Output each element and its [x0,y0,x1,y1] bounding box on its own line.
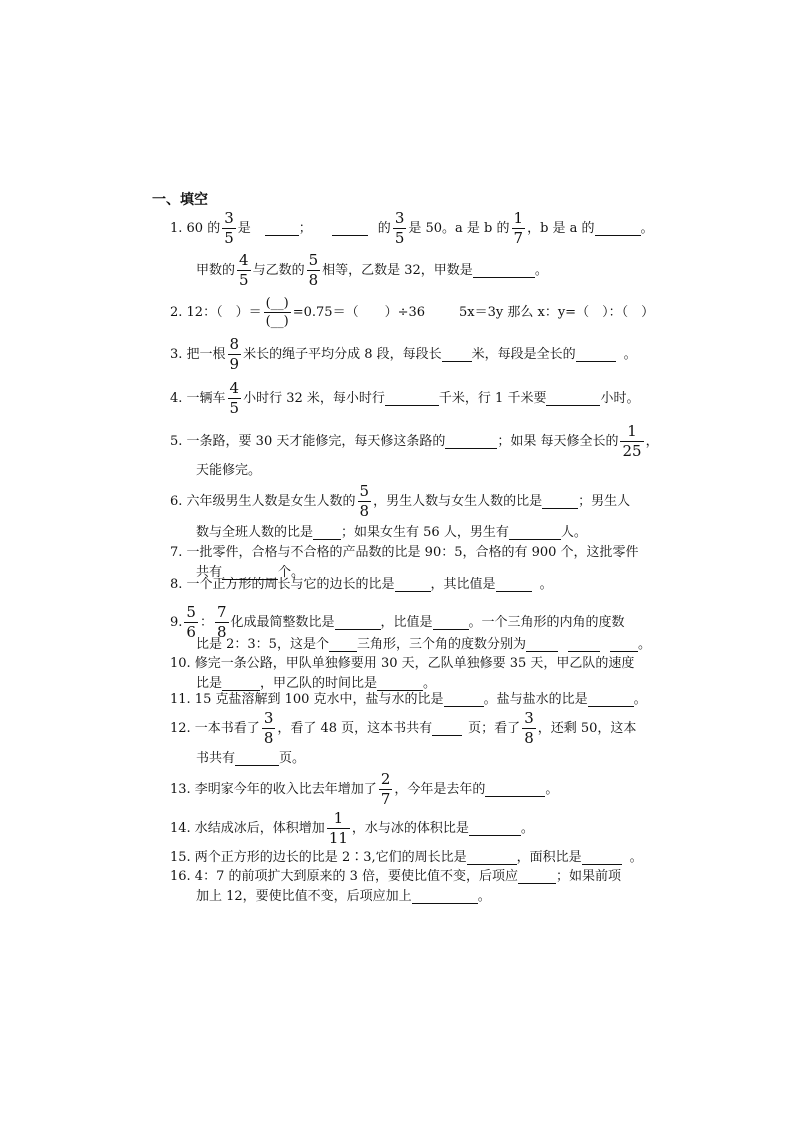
q15-text-a: 15. 两个正方形的边长的比是 2∶3,它们的周长比是 [170,849,467,865]
q1-text-d: 的 [377,220,391,236]
q4-text-b: 小时行 32 米，每小时行 [243,390,385,406]
denominator: 5 [239,270,249,289]
q2-text-c: 5x＝3y 那么 x：y=（ ）：（ ） [459,304,655,320]
question-5-part-2 [196,458,261,482]
fraction [620,421,643,460]
q1-text-f: ，b 是 a 的 [527,220,595,236]
q9b-text-c: 。 [637,636,651,652]
answer-blank[interactable] [496,577,532,592]
numerator: 3 [224,208,234,227]
denominator: 9 [229,354,240,373]
answer-blank[interactable] [469,821,521,836]
q1b-text-a: 甲数的 [196,262,236,278]
fraction [228,334,242,373]
q9-text-e: 。一个三角形的内角的度数 [468,614,625,630]
fraction [237,250,251,289]
q1-text-b: 是 [237,220,251,236]
answer-blank[interactable] [432,721,462,736]
q9b-text-b: 三角形，三个角的度数分别为 [356,636,526,652]
answer-blank[interactable] [467,850,517,865]
denominator: 6 [186,622,196,641]
q3-text-d: 。 [623,346,637,362]
question-6 [170,481,631,520]
q11-text-b: 。盐与盐水的比是 [483,691,588,707]
fraction [222,208,236,247]
answer-blank[interactable] [568,637,600,652]
numerator: 2 [380,769,391,788]
answer-blank[interactable] [442,347,472,362]
q13-text-a: 13. 李明家今年的收入比去年增加了 [170,781,377,797]
denominator: 7 [380,789,391,808]
answer-blank[interactable] [518,869,556,884]
fraction [228,378,242,417]
q7b-text-a: 共有 [196,564,223,580]
q2-text-a: 2. 12：（ ）＝ [170,304,262,320]
denominator: 7 [513,228,524,247]
fraction [379,769,393,808]
q16-text-a: 16. 4：7 的前项扩大到原来的 3 倍，要使比值不变，后项应 [170,868,519,884]
q5-text-c: ， [645,433,659,449]
numerator: 4 [229,378,240,397]
denominator: 8 [359,501,370,520]
denominator: 8 [263,728,274,747]
answer-blank[interactable] [385,391,439,406]
numerator: 5 [359,481,370,500]
q10b-text-c: 。 [423,675,437,691]
q3-text-a: 3. 把一根 [170,346,226,362]
denominator: 8 [524,728,534,747]
q12-text-a: 12. 一本书看了 [170,720,260,736]
q1-text-c: ； [298,220,312,236]
fraction [522,708,536,747]
answer-blank[interactable] [445,434,497,449]
question-5 [170,421,659,460]
numerator: 3 [263,708,274,727]
denominator: 25 [622,441,642,460]
denominator: 11 [328,828,348,847]
question-9 [170,602,625,641]
q14-text-a: 14. 水结成冰后，体积增加 [170,820,325,836]
answer-blank[interactable] [576,347,616,362]
answer-blank[interactable] [335,615,381,630]
q1b-text-c: 相等，乙数是 32，甲数是 [322,262,473,278]
question-14 [170,808,534,847]
q15-text-b: ，面积比是 [516,849,582,865]
q4-text-d: 小时。 [600,390,640,406]
answer-blank[interactable] [542,494,578,509]
q14-text-b: ，水与冰的体积比是 [351,820,469,836]
question-1-part-2 [196,250,548,289]
numerator: 3 [394,208,405,227]
q6b-text-b: ；如果女生有 56 人，男生有 [341,524,509,540]
q12-text-d: ，还剩 50，这本 [537,720,637,736]
q8-text-c: 。 [539,576,553,592]
q1-text-e: 是 50。a 是 b 的 [408,220,510,236]
numerator: 3 [524,708,534,727]
answer-blank[interactable] [485,782,545,797]
denominator: 5 [229,398,240,417]
q13-text-c: 。 [545,781,559,797]
q15-text-c: 。 [629,849,643,865]
question-16-part-2 [196,884,491,908]
q16b-text-b: 。 [477,888,491,904]
q13-text-b: ，今年是去年的 [394,781,486,797]
q9-text-b: ： [199,614,213,630]
q3-text-b: 米长的绳子平均分成 8 段，每段长 [243,346,442,362]
q11-text-a: 11. 15 克盐溶解到 100 克水中，盐与水的比是 [170,691,444,707]
q12b-text-b: 页。 [279,750,306,766]
q6-text-c: ；男生人 [578,493,631,509]
q8-text-a: 8. 一个正方形的周长与它的边长的比是 [170,576,395,592]
answer-blank[interactable] [265,221,299,236]
question-13 [170,769,559,808]
q1-text-g: 。 [640,220,654,236]
numerator: 1 [333,808,344,827]
q10b-text-a: 比是 [196,675,223,691]
fraction [358,481,372,520]
numerator: 1 [513,208,524,227]
q2-text-b: =0.75＝（ ）÷36 [292,304,426,320]
q10-text-a: 10. 修完一条公路，甲队单独修要用 30 天，乙队单独修要 35 天，甲乙队的速度 [170,655,635,671]
q1b-text-d: 。 [534,262,548,278]
q12-text-c: 页；看了 [468,720,521,736]
fraction [327,808,350,847]
q6-text-a: 6. 六年级男生人数是女生人数的 [170,493,356,509]
q7b-text-b: 个。 [278,564,305,580]
section-title [152,188,208,212]
q10b-text-b: ，甲乙队的时间比是 [260,675,378,691]
answer-blank[interactable] [412,889,478,904]
question-8 [170,572,553,596]
denominator: (__) [265,313,289,329]
answer-blank[interactable] [546,391,600,406]
denominator: 8 [308,270,319,289]
fraction [264,297,291,328]
numerator: 1 [627,421,637,440]
q16b-text-a: 加上 12，要使比值不变，后项应加上 [196,888,412,904]
q9-text-d: ，比值是 [380,614,433,630]
answer-blank[interactable] [588,692,634,707]
answer-blank[interactable] [582,850,622,865]
question-11 [170,687,647,711]
answer-blank[interactable] [526,637,558,652]
q9-text-a: 9. [170,614,183,630]
fraction [307,250,321,289]
denominator: 5 [394,228,405,247]
q12b-text-a: 书共有 [196,750,236,766]
q9-text-c: 化成最简整数比是 [230,614,335,630]
q9b-text-a: 比是 2：3：5，这是个 [196,636,329,652]
q6-text-b: ，男生人数与女生人数的比是 [373,493,543,509]
answer-blank[interactable] [433,615,469,630]
q5-text-b: ；如果 每天修全长的 [497,433,619,449]
q5-text-a: 5. 一条路，要 30 天才能修完，每天修这条路的 [170,433,446,449]
answer-blank[interactable] [235,751,279,766]
answer-blank[interactable] [329,637,357,652]
q6b-text-c: 人。 [560,524,587,540]
answer-blank[interactable] [395,577,431,592]
q12-text-b: ，看了 48 页，这本书共有 [277,720,433,736]
question-3 [170,334,637,373]
answer-blank[interactable] [313,525,341,540]
fraction [512,208,526,247]
numerator: (__) [265,295,289,311]
answer-blank[interactable] [610,637,638,652]
q3-text-c: 米，每段是全长的 [471,346,576,362]
q5b-text-a: 天能修完。 [196,462,262,478]
denominator: 8 [216,622,227,641]
denominator: 5 [224,228,234,247]
answer-blank[interactable] [509,525,561,540]
section-title-text: 一、填空 [152,192,208,208]
question-4 [170,378,640,417]
answer-blank[interactable] [444,692,484,707]
question-1 [170,208,654,247]
q16-text-b: ；如果前项 [556,868,622,884]
q7-text-a: 7. 一批零件，合格与不合格的产品数的比是 90：5，合格的有 900 个，这批零件 [170,544,639,560]
q11-text-c: 。 [633,691,647,707]
q4-text-c: 千米，行 1 千米要 [438,390,547,406]
numerator: 4 [239,250,249,269]
fraction [393,208,407,247]
q8-text-b: ，其比值是 [430,576,496,592]
answer-blank[interactable] [595,221,641,236]
answer-blank[interactable] [332,221,368,236]
numerator: 7 [216,602,227,621]
question-12 [170,708,637,747]
q6b-text-a: 数与全班人数的比是 [196,524,314,540]
q14-text-c: 。 [520,820,534,836]
q1b-text-b: 与乙数的 [252,262,305,278]
numerator: 5 [308,250,319,269]
question-12-part-2 [196,746,305,770]
answer-blank[interactable] [473,263,535,278]
question-2 [170,295,655,329]
q1-text-a: 1. 60 的 [170,220,221,236]
numerator: 5 [186,602,196,621]
numerator: 8 [229,334,240,353]
q4-text-a: 4. 一辆车 [170,390,226,406]
fraction [262,708,276,747]
